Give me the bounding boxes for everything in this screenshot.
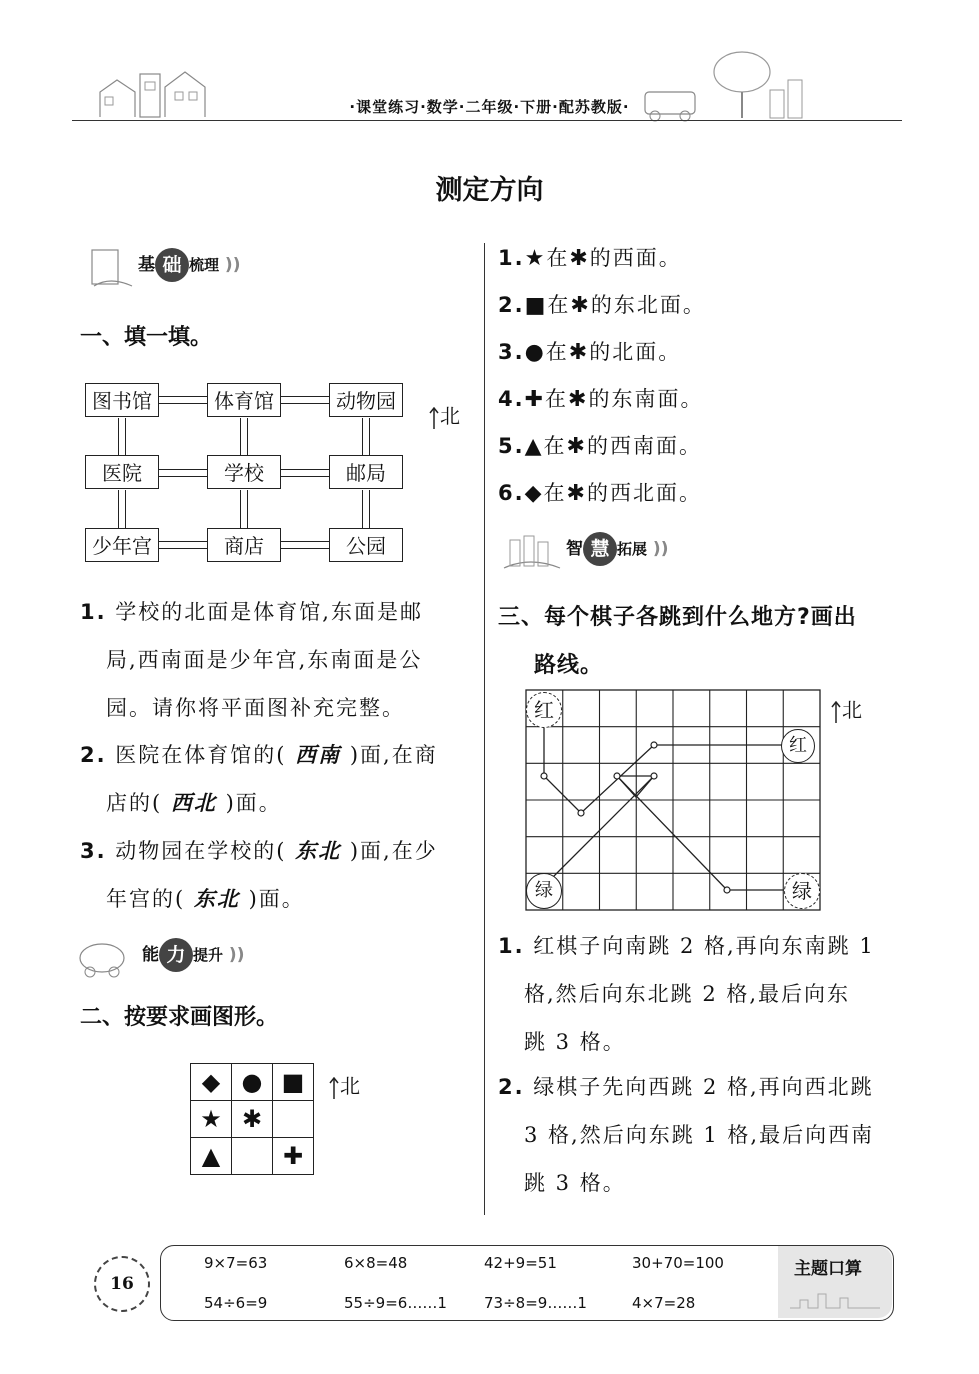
heading-line: 路线。 (534, 653, 604, 678)
calc-question: 30+70= (632, 1254, 696, 1272)
calc-item (484, 1254, 557, 1272)
calc-answer: 6……1 (397, 1294, 447, 1312)
calc-answer: 48 (388, 1254, 408, 1272)
calc-question: 42+9= (484, 1254, 538, 1272)
road (281, 541, 329, 549)
item-number: 3. (498, 340, 525, 364)
item-text: 在 (545, 387, 569, 411)
header-rule (72, 120, 902, 121)
green-piece-end[interactable]: 绿 (526, 873, 562, 909)
question-text: 跳 3 格。 (524, 1171, 626, 1195)
cross-icon: ✚ (524, 387, 546, 412)
north-indicator (428, 400, 460, 429)
badge-post: 拓展 (617, 540, 648, 558)
route-point (651, 773, 657, 779)
question-text: 跳 3 格。 (524, 1030, 626, 1054)
calc-answer: 9 (257, 1294, 268, 1312)
road (118, 490, 126, 528)
grid-cell-empty[interactable] (273, 1101, 314, 1138)
item-text: 在 (543, 481, 567, 505)
route-point (541, 773, 547, 779)
north-indicator (328, 1070, 360, 1099)
calc-item (344, 1294, 447, 1312)
calc-item (344, 1254, 407, 1272)
books-icon (500, 528, 564, 572)
book-icon (86, 246, 134, 290)
part2-item-4 (498, 384, 703, 414)
badge-post: 提升 (193, 946, 224, 964)
square-icon: ■ (524, 293, 548, 318)
item-text: 在 (546, 246, 570, 270)
asterisk-icon: ✱ (566, 481, 587, 506)
grid-cell-asterisk: ✱ (232, 1101, 273, 1138)
grid-cell-diamond: ◆ (191, 1064, 232, 1101)
heading-line: 三、每个棋子各跳到什么地方?画出 (498, 605, 857, 630)
item-text: 的北面。 (589, 340, 682, 364)
red-piece-start[interactable]: 红 (526, 692, 562, 728)
calc-item (204, 1294, 267, 1312)
badge-pre: 基 (138, 255, 155, 275)
badge-circle: 础 (155, 248, 189, 282)
part2-item-6 (498, 478, 702, 508)
grid-cell-cross: ✚ (273, 1138, 314, 1175)
calc-question: 73÷8= (484, 1294, 538, 1312)
calc-answer: 51 (537, 1254, 557, 1272)
badge-circle: 力 (159, 938, 193, 972)
badge-pre: 能 (142, 945, 159, 965)
north-label: 北 (340, 1074, 360, 1098)
item-text: 在 (543, 434, 567, 458)
question-text: )面。 (248, 887, 305, 911)
circle-icon: ● (524, 340, 546, 365)
asterisk-icon: ✱ (569, 246, 590, 271)
asterisk-icon: ✱ (566, 434, 587, 459)
answer-blank[interactable]: 东北 (295, 838, 342, 863)
question-text: 医院在体育馆的( (115, 743, 287, 767)
item-number: 2. (498, 293, 525, 317)
car-icon (76, 938, 136, 978)
asterisk-icon: ✱ (570, 293, 591, 318)
grid-cell-star: ★ (191, 1101, 232, 1138)
item-text: 的西北面。 (586, 481, 702, 505)
question-text: 红棋子向南跳 2 格,再向东南跳 1 (533, 934, 875, 958)
badge-circle: 慧 (583, 532, 617, 566)
calc-answer: 28 (676, 1294, 696, 1312)
north-label: 北 (440, 404, 460, 428)
part3-question-1 (498, 922, 898, 1066)
part3-heading (498, 594, 857, 690)
part1-question-3 (80, 827, 480, 923)
question-text: 格,然后向东北跳 2 格,最后向东 (524, 982, 851, 1006)
answer-blank[interactable]: 东北 (193, 886, 240, 911)
calc-question: 4×7= (632, 1294, 677, 1312)
route-point (651, 742, 657, 748)
calc-question: 9×7= (204, 1254, 249, 1272)
road (159, 469, 207, 477)
item-number: 5. (498, 434, 525, 458)
badge-post: 梳理 (189, 256, 220, 274)
header-series: ·课堂练习·数学·二年级·下册·配苏教版· (349, 98, 630, 116)
star-icon: ★ (524, 246, 547, 271)
route-point (578, 810, 584, 816)
item-number: 4. (498, 387, 525, 411)
map-cell-park: 公园 (329, 528, 403, 562)
part2-item-3 (498, 337, 681, 367)
column-divider (484, 243, 485, 1215)
question-text: 动物园在学校的( (115, 839, 287, 863)
shape-grid (190, 1063, 314, 1175)
asterisk-icon: ✱ (568, 340, 590, 365)
section-badge-wisdom: 智 慧 拓展 )) (500, 528, 700, 568)
calc-answer: 63 (248, 1254, 268, 1272)
part3-question-2 (498, 1063, 898, 1207)
question-number: 1. (80, 600, 107, 624)
route-point (724, 887, 730, 893)
item-text: 在 (545, 340, 569, 364)
page-title: 测定方向 (435, 175, 544, 206)
north-arrow-icon (328, 1077, 340, 1099)
map-cell-shop: 商店 (207, 528, 281, 562)
asterisk-icon: ✱ (568, 387, 589, 412)
calc-item (484, 1294, 587, 1312)
road (159, 541, 207, 549)
question-text: 绿棋子先向西跳 2 格,再向西北跳 (533, 1075, 874, 1099)
question-number: 2. (80, 743, 107, 767)
answer-blank[interactable]: 西南 (295, 742, 342, 767)
question-number: 2. (498, 1075, 525, 1099)
calc-answer: 100 (695, 1254, 724, 1272)
item-text: 在 (547, 293, 571, 317)
question-text: 园。请你将平面图补充完整。 (106, 696, 405, 720)
answer-blank[interactable]: 西北 (170, 790, 217, 815)
diamond-icon: ◆ (524, 481, 544, 506)
part2-item-2 (498, 290, 706, 320)
grid-cell-triangle: ▲ (191, 1138, 232, 1175)
question-text: )面,在商 (349, 743, 438, 767)
question-number: 3. (80, 839, 107, 863)
red-piece-end[interactable]: 红 (781, 729, 815, 763)
question-text: 店的( (106, 791, 163, 815)
calc-question: 54÷6= (204, 1294, 258, 1312)
north-arrow-icon (830, 701, 842, 723)
skyline-icon (790, 1288, 880, 1310)
north-arrow-icon (428, 407, 440, 429)
item-text: 的东南面。 (588, 387, 704, 411)
grid-cell-circle: ● (232, 1064, 273, 1101)
road (240, 490, 248, 528)
route-point (614, 773, 620, 779)
map-cell-library: 图书馆 (85, 383, 159, 417)
road (118, 418, 126, 456)
calc-question: 6×8= (344, 1254, 389, 1272)
badge-pre: 智 (566, 539, 583, 559)
part2-item-1 (498, 243, 682, 273)
green-piece-start[interactable]: 绿 (784, 873, 820, 909)
calc-answer: 9……1 (537, 1294, 587, 1312)
calc-item (632, 1294, 695, 1312)
map-cell-hospital: 医院 (85, 455, 159, 489)
question-text: 局,西南面是少年宫,东南面是公 (106, 648, 423, 672)
grid-cell-square: ■ (273, 1064, 314, 1101)
part2-heading: 二、按要求画图形。 (80, 1005, 279, 1030)
triangle-icon: ▲ (524, 434, 544, 459)
road (362, 490, 370, 528)
question-text: 年宫的( (106, 887, 186, 911)
item-text: 的西面。 (589, 246, 682, 270)
red-route (544, 708, 800, 813)
road (362, 418, 370, 456)
question-text: 学校的北面是体育馆,东面是邮 (115, 600, 423, 624)
road (281, 396, 329, 404)
calc-item (632, 1254, 724, 1272)
item-number: 1. (498, 246, 525, 270)
map-cell-zoo: 动物园 (329, 383, 403, 417)
question-number: 1. (498, 934, 525, 958)
road (159, 396, 207, 404)
question-text: )面。 (225, 791, 282, 815)
item-text: 的东北面。 (590, 293, 706, 317)
map-cell-youth-palace: 少年宫 (85, 528, 159, 562)
calc-item (204, 1254, 267, 1272)
north-indicator (830, 694, 862, 723)
part1-question-1 (80, 588, 480, 732)
part1-heading: 一、填一填。 (80, 325, 213, 350)
question-text: 3 格,然后向东跳 1 格,最后向西南 (524, 1123, 875, 1147)
road (281, 469, 329, 477)
section-badge-ability: 能 力 提升 )) (76, 936, 276, 976)
map-cell-school: 学校 (207, 455, 281, 489)
map-cell-post-office: 邮局 (329, 455, 403, 489)
part1-question-2 (80, 731, 480, 827)
question-text: )面,在少 (349, 839, 438, 863)
part2-item-5 (498, 431, 702, 461)
calc-question: 55÷9= (344, 1294, 398, 1312)
road (240, 418, 248, 456)
chess-board (524, 688, 824, 914)
item-number: 6. (498, 481, 525, 505)
page-number: 16 (94, 1256, 150, 1312)
north-label: 北 (842, 698, 862, 722)
grid-cell-empty[interactable] (232, 1138, 273, 1175)
section-badge-basic: 基 础 梳理 )) (86, 246, 266, 286)
topic-label: 主题口算 (794, 1259, 862, 1279)
map-cell-gym: 体育馆 (207, 383, 281, 417)
item-text: 的西南面。 (586, 434, 702, 458)
